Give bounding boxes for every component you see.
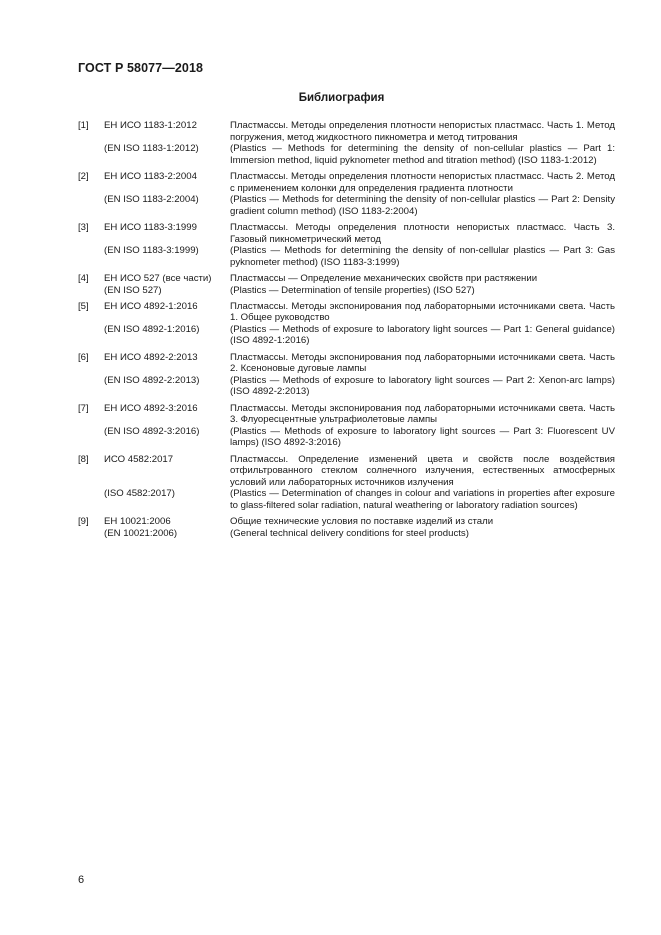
- entry-number: [2]: [78, 170, 89, 182]
- entry-en-line: [78, 143, 615, 166]
- entry-en-line: [78, 426, 615, 449]
- standard-code-ru: ЕН 10021:2006: [104, 516, 171, 528]
- standard-title-ru: Пластмассы. Методы экспонирования под лабораторными источниками света. Часть 2. Ксеноновые дуговые лампы: [230, 351, 615, 375]
- entry-ru-line: [78, 403, 615, 426]
- standard-title-ru: Пластмассы. Методы определения плотности непористых пластмасс. Часть 1. Метод погружения, метод жидкостного пикнометра и метод титрования: [230, 120, 615, 143]
- entry-en-line: [78, 245, 615, 268]
- bibliography-entry: [78, 222, 615, 268]
- entry-number: [8]: [78, 453, 89, 465]
- entry-number: [3]: [78, 221, 89, 233]
- entry-en-line: [78, 488, 615, 511]
- standard-code-en: (EN ISO 4892-2:2013): [104, 374, 200, 386]
- entry-number: [1]: [78, 120, 89, 131]
- standard-code-ru: ЕН ИСО 1183-3:1999: [104, 221, 197, 233]
- standard-code-ru: ЕН ИСО 527 (все части): [104, 272, 212, 284]
- standard-code-en: (EN ISO 4892-3:2016): [104, 425, 200, 437]
- standard-title-en: (Plastics — Determination of tensile properties) (ISO 527): [230, 284, 475, 296]
- entry-ru-line: [78, 516, 615, 528]
- standard-code-ru: ИСО 4582:2017: [104, 453, 174, 465]
- entry-number: [7]: [78, 402, 89, 414]
- standard-title-en: (Plastics — Methods of exposure to laboratory light sources — Part 1: General guidance) (ISO 4892-1:2016): [230, 323, 615, 347]
- page-number: 6: [78, 874, 85, 886]
- entry-number: [5]: [78, 300, 89, 312]
- bibliography-entry: [78, 516, 615, 539]
- standard-title-ru: Пластмассы. Методы экспонирования под лабораторными источниками света. Часть 3. Флуоресцентные ультрафиолетовые лампы: [230, 402, 615, 426]
- document-code-header: ГОСТ Р 58077—2018: [78, 61, 204, 75]
- standard-code-en: (EN ISO 1183-3:1999): [104, 245, 199, 257]
- standard-title-ru: Общие технические условия по поставке изделий из стали: [230, 516, 494, 528]
- bibliography-heading: Библиография: [298, 92, 385, 104]
- entry-en-line: [78, 285, 615, 297]
- standard-title-ru: Пластмассы. Методы определения плотности непористых пластмасс. Часть 2. Метод с применением колонки для определения градиента плотности: [230, 170, 615, 194]
- bibliography-entry: [78, 273, 615, 296]
- standard-code-en: (EN ISO 1183-1:2012): [104, 143, 199, 155]
- standard-code-ru: ЕН ИСО 4892-3:2016: [104, 402, 198, 414]
- bibliography-entry: [78, 403, 615, 449]
- entry-ru-line: [78, 301, 615, 324]
- standard-title-ru: Пластмассы. Определение изменений цвета и свойств после воздействия отфильтрованного стеклом солнечного излучения, естественных атмосферных условий или лабораторных источников излучения: [230, 453, 615, 488]
- entry-ru-line: [78, 273, 615, 285]
- entry-ru-line: [78, 454, 615, 489]
- entry-en-line: [78, 375, 615, 398]
- entry-ru-line: [78, 171, 615, 194]
- standard-code-en: (ISO 4582:2017): [104, 488, 175, 500]
- bibliography-entry: [78, 454, 615, 512]
- entry-en-line: [78, 528, 615, 540]
- standard-code-en: (EN ISO 1183-2:2004): [104, 194, 199, 206]
- bibliography-entry: [78, 301, 615, 347]
- standard-code-en: (EN 10021:2006): [104, 527, 178, 539]
- standard-title-en: (Plastics — Methods for determining the density of non-cellular plastics — Part 3: Gas pyknometer method) (ISO 1183-3:1999): [230, 245, 615, 268]
- standard-code-en: (EN ISO 527): [104, 284, 162, 296]
- bibliography-entry: [78, 171, 615, 217]
- entry-number: [9]: [78, 516, 89, 528]
- entry-number: [6]: [78, 351, 89, 363]
- standard-code-en: (EN ISO 4892-1:2016): [104, 323, 200, 335]
- bibliography-list: [78, 120, 615, 544]
- entry-ru-line: [78, 120, 615, 143]
- entry-en-line: [78, 194, 615, 217]
- standard-code-ru: ЕН ИСО 4892-2:2013: [104, 351, 198, 363]
- entry-number: [4]: [78, 272, 89, 284]
- standard-title-ru: Пластмассы. Методы экспонирования под лабораторными источниками света. Часть 1. Общее руководство: [230, 300, 615, 324]
- bibliography-entry: [78, 352, 615, 398]
- standard-title-en: (General technical delivery conditions for steel products): [230, 527, 469, 539]
- bibliography-entry: [78, 120, 615, 166]
- entry-ru-line: [78, 352, 615, 375]
- standard-title-ru: Пластмассы. Методы определения плотности непористых пластмасс. Часть 3. Газовый пикнометрический метод: [230, 221, 615, 245]
- standard-code-ru: ЕН ИСО 4892-1:2016: [104, 300, 198, 312]
- entry-ru-line: [78, 222, 615, 245]
- standard-title-ru: Пластмассы — Определение механических свойств при растяжении: [230, 272, 538, 284]
- standard-title-en: (Plastics — Methods for determining the density of non-cellular plastics — Part 1: Immersion method, liquid pyknometer method and titration method) (ISO 1183-1:2012): [230, 143, 615, 166]
- standard-code-ru: ЕН ИСО 1183-1:2012: [104, 120, 197, 131]
- standard-title-en: (Plastics — Determination of changes in colour and variations in properties after exposure to glass-filtered solar radiation, natural weathering or laboratory radiation sources): [230, 488, 615, 511]
- standard-title-en: (Plastics — Methods of exposure to laboratory light sources — Part 3: Fluorescent UV lamps) (ISO 4892-3:2016): [230, 425, 615, 449]
- standard-title-en: (Plastics — Methods of exposure to laboratory light sources — Part 2: Xenon-arc lamps) (ISO 4892-2:2013): [230, 374, 615, 398]
- standard-title-en: (Plastics — Methods for determining the density of non-cellular plastics — Part 2: Density gradient column method) (ISO 1183-2:2004): [230, 194, 615, 217]
- entry-en-line: [78, 324, 615, 347]
- standard-code-ru: ЕН ИСО 1183-2:2004: [104, 170, 197, 182]
